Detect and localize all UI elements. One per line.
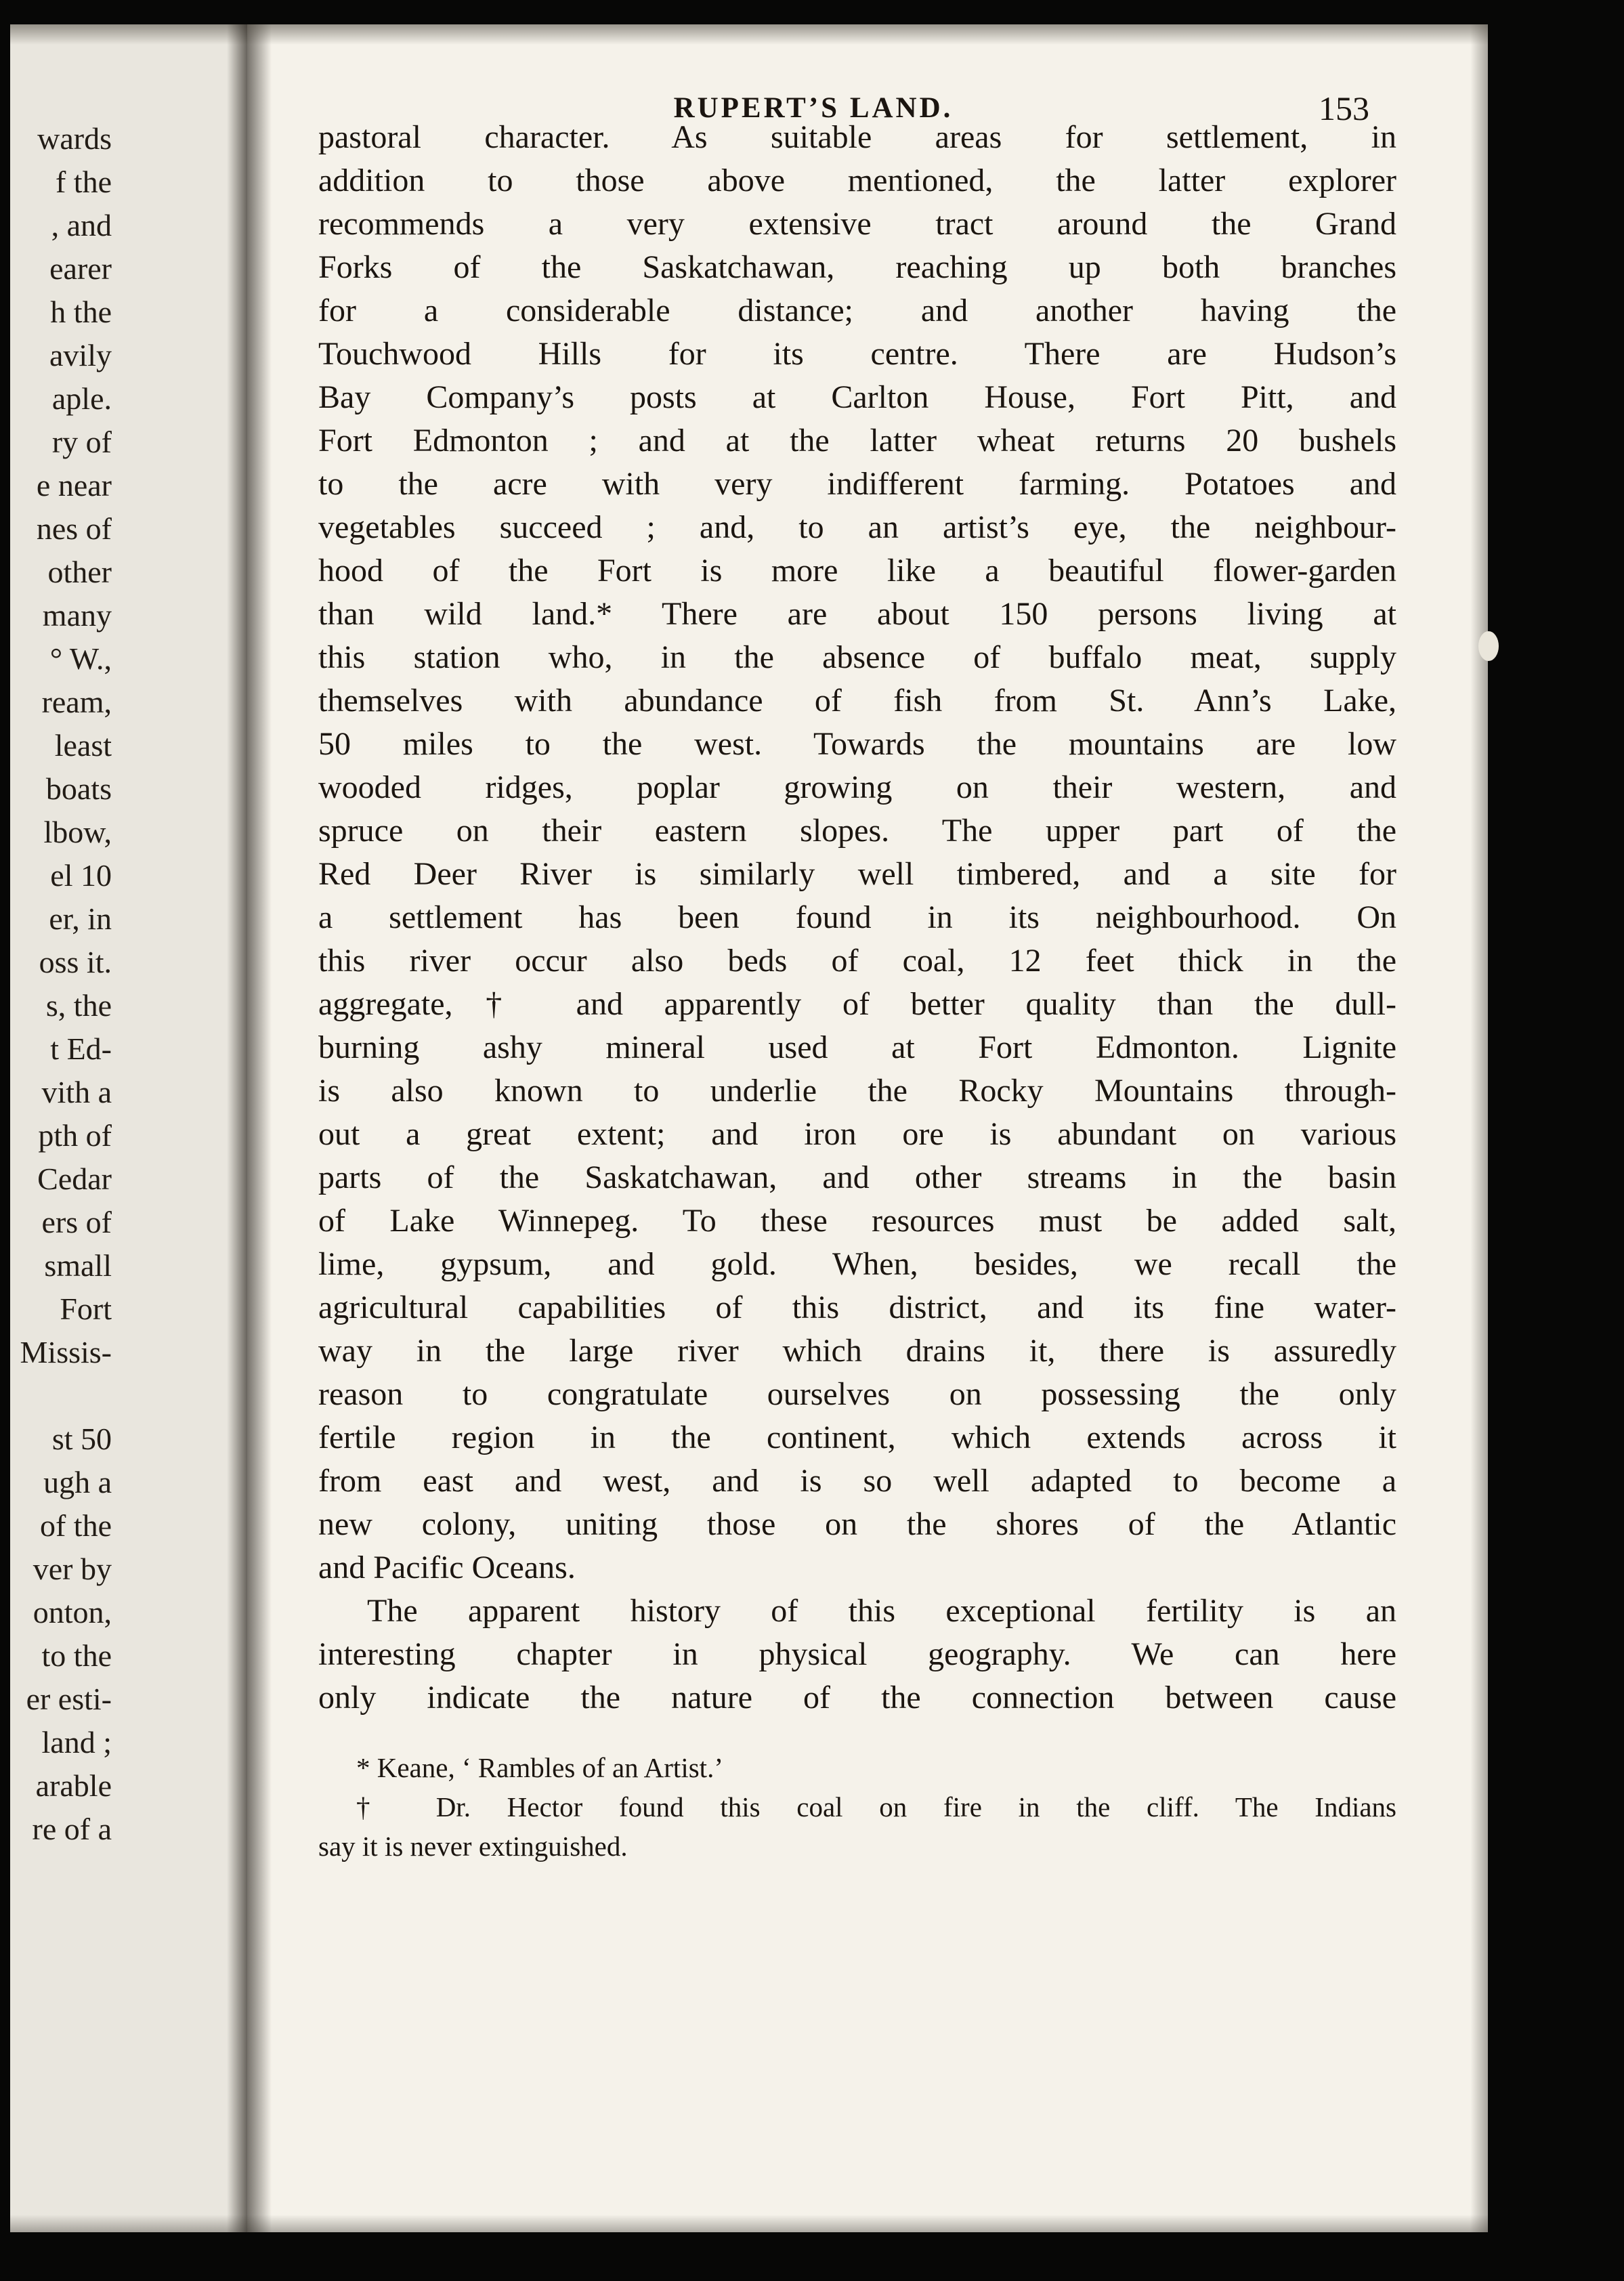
text-line: than wild land.* There are about 150 persons living at (318, 596, 1396, 632)
text-line: lime, gypsum, and gold. When, besides, we recall the (318, 1246, 1396, 1282)
text-line: recommends a very extensive tract around the Grand (318, 206, 1396, 242)
left-fragment-line: ugh a (43, 1465, 112, 1499)
left-fragment-line: boats (45, 771, 112, 806)
text-line: a settlement has been found in its neighbourhood. On (318, 899, 1396, 935)
text-line: Red Deer River is similarly well timbered, and a site for (318, 856, 1396, 892)
text-line: and Pacific Oceans. (318, 1550, 576, 1585)
left-fragment-line: wards (37, 121, 112, 156)
left-fragment-line: e near (36, 468, 112, 503)
text-line: vegetables succeed ; and, to an artist’s eye, the neighbour- (318, 509, 1396, 545)
left-fragment-line: nes of (36, 511, 112, 546)
body-text (318, 116, 1396, 1720)
text-line: out a great extent; and iron ore is abundant on various (318, 1116, 1396, 1152)
book-page (247, 24, 1488, 2232)
left-fragment-line: avily (49, 338, 112, 372)
text-line: addition to those above mentioned, the latter explorer (318, 163, 1396, 198)
page-number: 153 (1319, 89, 1369, 127)
scan-bottom-shade (247, 2215, 1488, 2232)
left-page-edge (10, 24, 247, 2232)
left-fragment-line: er, in (49, 901, 112, 936)
text-line: way in the large river which drains it, there is assuredly (318, 1333, 1396, 1369)
left-fragment-line: vith a (41, 1075, 112, 1109)
left-fragment-line: onton, (33, 1595, 112, 1629)
gutter-shadow-left (227, 24, 247, 2232)
left-fragment-line: f the (55, 165, 112, 199)
text-line: Fort Edmonton ; and at the latter wheat returns 20 bushels (318, 423, 1396, 459)
left-fragment-line: land ; (41, 1725, 112, 1760)
left-fragment-line: er esti- (26, 1682, 112, 1716)
left-fragment-line: st 50 (51, 1422, 112, 1456)
scan-top-shade (10, 24, 247, 45)
text-line: Forks of the Saskatchawan, reaching up both branches (318, 249, 1396, 285)
text-line: fertile region in the continent, which extends across it (318, 1420, 1396, 1455)
text-line: this river occur also beds of coal, 12 feet thick in the (318, 943, 1396, 979)
left-fragment-line: least (54, 728, 112, 763)
footnote-line: * Keane, ‘ Rambles of an Artist.’ (356, 1752, 723, 1783)
text-line: pastoral character. As suitable areas for settlement, in (318, 119, 1396, 155)
page-right-edge-shadow (1470, 24, 1488, 2232)
left-fragment-line: re of a (32, 1812, 112, 1846)
footnote-line: say it is never extinguished. (318, 1831, 628, 1862)
text-line: burning ashy mineral used at Fort Edmonton. Lignite (318, 1029, 1396, 1065)
text-line: Touchwood Hills for its centre. There are Hudson’s (318, 336, 1396, 372)
left-fragment-line: t Ed- (50, 1031, 112, 1066)
left-fragment-line: s, the (45, 988, 112, 1023)
text-line: is also known to underlie the Rocky Mountains through- (318, 1073, 1396, 1109)
scan-bottom-shade (10, 2215, 247, 2232)
left-fragment-line: small (44, 1248, 112, 1283)
text-line: 50 miles to the west. Towards the mountains are low (318, 726, 1396, 762)
left-fragment-line: Missis- (20, 1335, 112, 1369)
running-title: RUPERT’S LAND. (673, 92, 954, 124)
text-line: this station who, in the absence of buffalo meat, supply (318, 639, 1396, 675)
left-fragment-line: ver by (33, 1552, 112, 1586)
text-line: aggregate,† and apparently of better quality than the dull- (318, 986, 1396, 1022)
left-fragment-line: ° W., (49, 641, 112, 676)
scan-top-shade (247, 24, 1488, 45)
text-line: to the acre with very indifferent farming. Potatoes and (318, 466, 1396, 502)
left-fragment-line: aple. (51, 381, 112, 416)
left-page-text-fragments (0, 117, 112, 1851)
text-line: from east and west, and is so well adapted to become a (318, 1463, 1396, 1499)
text-line: reason to congratulate ourselves on possessing the only (318, 1376, 1396, 1412)
left-fragment-line: of the (39, 1508, 112, 1543)
text-line: hood of the Fort is more like a beautiful flower-garden (318, 553, 1396, 589)
text-line: The apparent history of this exceptional fertility is an (367, 1593, 1396, 1629)
left-fragment-line: earer (49, 251, 112, 286)
text-line: for a considerable distance; and another having the (318, 293, 1396, 328)
text-line: Bay Company’s posts at Carlton House, Fort Pitt, and (318, 379, 1396, 415)
left-fragment-line: lbow, (43, 815, 112, 849)
text-line: of Lake Winnepeg. To these resources must be added salt, (318, 1203, 1396, 1239)
left-fragment-line: to the (41, 1638, 112, 1673)
text-line: spruce on their eastern slopes. The upper part of the (318, 813, 1396, 849)
gutter-shadow-right (247, 24, 272, 2232)
footnotes (318, 1748, 1396, 1866)
left-fragment-line: Cedar (37, 1161, 112, 1196)
left-fragment-line: pth of (38, 1118, 112, 1153)
text-line: only indicate the nature of the connection between cause (318, 1680, 1396, 1715)
left-fragment-line: other (47, 555, 112, 589)
left-fragment-line (0, 1374, 112, 1417)
left-fragment-line: ry of (51, 425, 112, 459)
left-fragment-line: ream, (41, 685, 112, 719)
text-line: themselves with abundance of fish from St. Ann’s Lake, (318, 683, 1396, 719)
left-fragment-line: ers of (41, 1205, 112, 1239)
left-fragment-line: oss it. (39, 945, 112, 979)
text-line: agricultural capabilities of this district, and its fine water- (318, 1289, 1396, 1325)
footnote-line: † Dr. Hector found this coal on fire in the cliff. The Indians (356, 1791, 1396, 1822)
text-line: interesting chapter in physical geography. We can here (318, 1636, 1396, 1672)
left-fragment-line: el 10 (50, 858, 112, 893)
text-line: parts of the Saskatchawan, and other streams in the basin (318, 1159, 1396, 1195)
left-fragment-line: , and (51, 208, 112, 242)
left-fragment-line: arable (35, 1768, 112, 1803)
left-fragment-line: many (42, 598, 112, 633)
left-fragment-line: h the (50, 295, 112, 329)
left-fragment-line: Fort (60, 1292, 112, 1326)
text-line: wooded ridges, poplar growing on their western, and (318, 769, 1396, 805)
text-line: new colony, uniting those on the shores of the Atlantic (318, 1506, 1396, 1542)
scan-artifact (1478, 631, 1499, 661)
